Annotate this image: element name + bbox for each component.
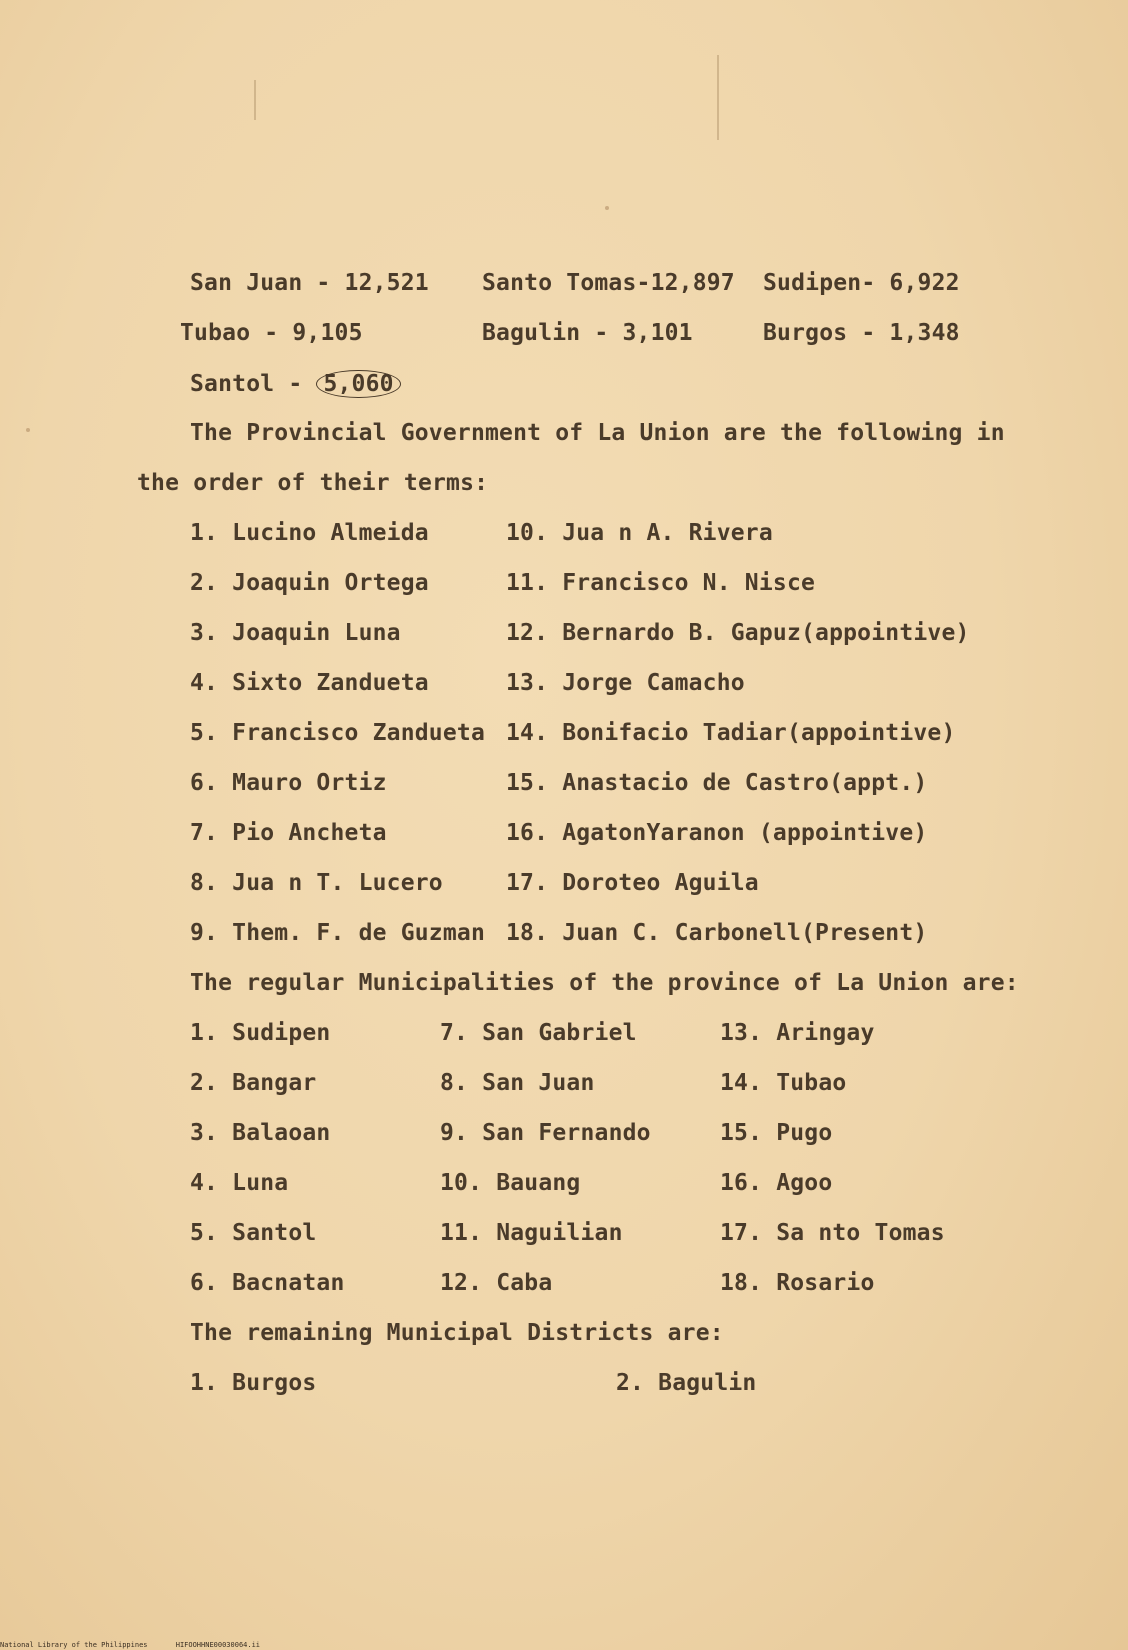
governor-entry: 14. Bonifacio Tadiar(appointive) (506, 720, 956, 746)
governor-entry: 16. AgatonYaranon (appointive) (506, 820, 928, 846)
municipality-entry: 12. Caba (440, 1270, 553, 1296)
circled-population-value: 5,060 (316, 370, 400, 398)
governor-entry: 10. Jua n A. Rivera (506, 520, 773, 546)
population-cell: Sudipen- 6,922 (763, 270, 960, 296)
municipality-entry: 1. Sudipen (190, 1020, 331, 1046)
municipality-entry: 11. Naguilian (440, 1220, 623, 1246)
paper-spot (605, 206, 609, 210)
footer-library: National Library of the Philippines (0, 1641, 148, 1649)
paper-crease-mark (717, 55, 719, 140)
municipality-entry: 18. Rosario (720, 1270, 875, 1296)
municipality-entry: 4. Luna (190, 1170, 289, 1196)
archive-footer (0, 1641, 284, 1649)
municipality-entry: 8. San Juan (440, 1070, 595, 1096)
municipalities-intro: The regular Municipalities of the province of La Union are: (190, 970, 1019, 996)
municipality-entry: 6. Bacnatan (190, 1270, 345, 1296)
municipality-entry: 15. Pugo (720, 1120, 833, 1146)
municipality-entry: 7. San Gabriel (440, 1020, 637, 1046)
municipality-entry: 14. Tubao (720, 1070, 847, 1096)
governor-entry: 5. Francisco Zandueta (190, 720, 485, 746)
governor-entry: 3. Joaquin Luna (190, 620, 401, 646)
governor-entry: 1. Lucino Almeida (190, 520, 429, 546)
governor-entry: 12. Bernardo B. Gapuz(appointive) (506, 620, 970, 646)
population-cell: Bagulin - 3,101 (482, 320, 693, 346)
population-cell: Santo Tomas-12,897 (482, 270, 735, 296)
governor-entry: 2. Joaquin Ortega (190, 570, 429, 596)
municipality-entry: 9. San Fernando (440, 1120, 651, 1146)
population-cell: Burgos - 1,348 (763, 320, 960, 346)
governor-entry: 9. Them. F. de Guzman (190, 920, 485, 946)
district-entry: 1. Burgos (190, 1370, 317, 1396)
population-cell: Tubao - 9,105 (180, 320, 363, 346)
footer-code: HIFOOHHNE00030064.ii (175, 1641, 261, 1649)
governor-entry: 7. Pio Ancheta (190, 820, 387, 846)
municipality-entry: 10. Bauang (440, 1170, 581, 1196)
paper-crease-mark (254, 80, 256, 120)
municipality-entry: 3. Balaoan (190, 1120, 331, 1146)
governor-entry: 15. Anastacio de Castro(appt.) (506, 770, 928, 796)
municipality-entry: 13. Aringay (720, 1020, 875, 1046)
paper-spot (26, 428, 30, 432)
governor-entry: 13. Jorge Camacho (506, 670, 745, 696)
governors-intro-line: The Provincial Government of La Union are the following in (190, 420, 1005, 446)
governor-entry: 17. Doroteo Aguila (506, 870, 759, 896)
population-cell (190, 370, 401, 398)
municipality-entry: 5. Santol (190, 1220, 317, 1246)
governor-entry: 18. Juan C. Carbonell(Present) (506, 920, 928, 946)
population-label: Santol - (190, 371, 303, 397)
municipality-entry: 2. Bangar (190, 1070, 317, 1096)
district-entry: 2. Bagulin (616, 1370, 757, 1396)
governors-intro-line: the order of their terms: (137, 470, 489, 496)
governor-entry: 11. Francisco N. Nisce (506, 570, 816, 596)
governor-entry: 4. Sixto Zandueta (190, 670, 429, 696)
municipality-entry: 17. Sa nto Tomas (720, 1220, 945, 1246)
municipality-entry: 16. Agoo (720, 1170, 833, 1196)
districts-intro: The remaining Municipal Districts are: (190, 1320, 724, 1346)
population-cell: San Juan - 12,521 (190, 270, 429, 296)
governor-entry: 8. Jua n T. Lucero (190, 870, 443, 896)
governor-entry: 6. Mauro Ortiz (190, 770, 387, 796)
